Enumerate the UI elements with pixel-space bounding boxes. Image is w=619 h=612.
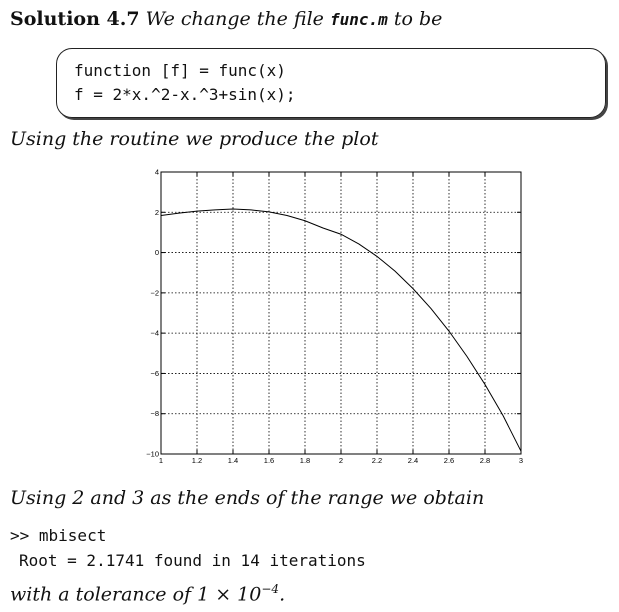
tolerance-exponent: −4	[261, 582, 280, 596]
command-line: >> mbisect	[10, 526, 107, 545]
result-line: Root = 2.1741 found in 14 iterations	[19, 551, 366, 570]
plot-intro-caption: Using the routine we produce the plot	[10, 128, 379, 150]
tolerance-end: .	[279, 583, 286, 606]
function-plot	[140, 162, 540, 472]
heading-text-after: to be	[393, 8, 443, 30]
solution-heading	[10, 8, 442, 30]
tolerance-text: with a tolerance of 1 × 10	[10, 583, 262, 606]
file-name: func.m	[329, 10, 388, 29]
y-tick-label: −2	[150, 288, 159, 298]
y-tick-label: 4	[154, 167, 159, 177]
x-tick-label: 1	[158, 456, 164, 465]
tolerance-caption	[10, 582, 285, 605]
x-tick-label: 1.2	[191, 456, 203, 465]
x-tick-label: 1.6	[263, 456, 275, 465]
y-tick-label: −4	[150, 328, 159, 338]
x-tick-label: 2.4	[407, 456, 419, 465]
y-tick-label: −8	[150, 409, 159, 419]
x-tick-label: 1.4	[227, 456, 239, 465]
code-line-2: f = 2*x.^2-x.^3+sin(x);	[74, 85, 296, 104]
solution-label: Solution 4.7	[10, 8, 140, 30]
x-tick-label: 3	[518, 456, 524, 465]
x-tick-label: 2.2	[371, 456, 383, 465]
y-tick-label: −10	[146, 449, 159, 459]
x-tick-label: 2.6	[443, 456, 455, 465]
y-tick-label: 2	[154, 207, 159, 217]
heading-text-before: We change the file	[145, 8, 324, 30]
y-tick-label: 0	[154, 248, 159, 258]
range-caption: Using 2 and 3 as the ends of the range we obtain	[10, 487, 485, 509]
y-tick-label: −6	[150, 368, 159, 378]
x-tick-label: 2.8	[479, 456, 491, 465]
x-tick-label: 2	[338, 456, 344, 465]
code-box	[56, 48, 606, 118]
x-tick-label: 1.8	[299, 456, 311, 465]
code-line-1: function [f] = func(x)	[74, 61, 286, 80]
